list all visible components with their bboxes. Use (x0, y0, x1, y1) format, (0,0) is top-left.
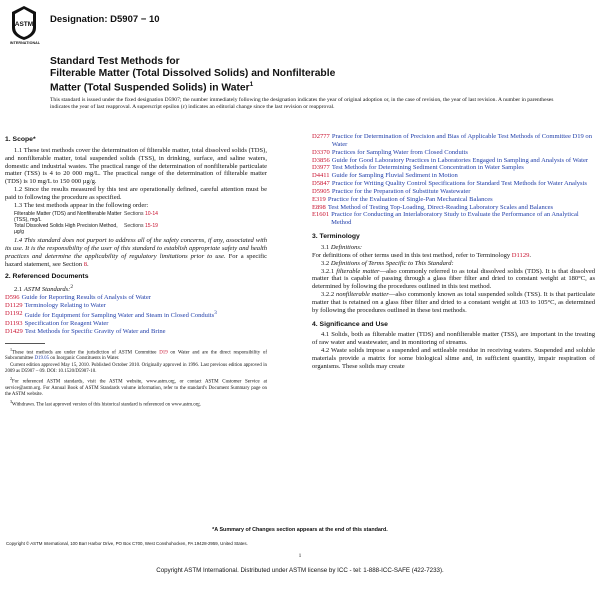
para-1-1: 1.1 These test methods cover the determination of filterable matter, total dissolved solids (TDS), and nonfilterable matter, total suspended solids (TSS), in drinking, surface, and saline waters, domestic and industrial wastes. The practical range of the determination of nonfilterable particulate matter (TSS) is 4 to 20 000 mg/L. The practical range of the determination of filterable matter (TDS) is 10 mg/L to 150 000 µg/g. (5, 146, 267, 186)
license-line: Copyright ASTM International. Distributed under ASTM license by ICC - tel: 1-888-ICC-SAFE (422-7233). (156, 567, 444, 574)
sections-row: Total Dissolved Solids High Precision Method, µg/g Sections 15-19 (14, 222, 158, 235)
para-2-1: 2.1 ASTM Standards:$^2$ (14, 284, 74, 294)
footnote-edition: Current edition approved May 15, 2010. Published October 2010. Originally approved in 1996. Last previous edition approved in 2009 as D5907 – 09. DOI: 10.1520/D5907-10. (5, 363, 267, 375)
reference-item[interactable]: D4411 Guide for Sampling Fluvial Sediment in Motion (312, 172, 458, 180)
para-3-2-1: 3.2.1 filterable matter—also commonly referred to as total dissolved solids (TDS). It is that dissolved matter that is capable of passing through a glass fiber filter and dried to constant weight at 180°C, as determined by following the procedures outlined in this test method. (312, 267, 595, 291)
section-8-link[interactable]: 8 (83, 260, 87, 268)
designation: Designation: D5907 − 10 (50, 14, 160, 25)
reference-item[interactable]: D5905 Practice for the Preparation of Substitute Wastewater (312, 187, 471, 195)
reference-list-right (312, 133, 595, 227)
reference-item[interactable]: D1193 Specification for Reagent Water (5, 319, 109, 327)
issued-note: This standard is issued under the fixed designation D5907; the number immediately following the designation indicates the year of original adoption or, in the case of revision, the year of last revision. A number in parentheses indicates the year of last reapproval. A superscript epsilon (ε) indicates an editorial change since the last revision or reapproval. (50, 97, 554, 110)
d1129-link[interactable]: D1129 (511, 251, 530, 259)
para-4-2: 4.2 Waste solids impose a suspended and settleable residue in receiving waters. Suspended and soluble materials provide a matrix for some biological slime and, in sufficient quantity, impair respiration of organisms. These solids may create (312, 347, 595, 370)
reference-item[interactable]: D1192 Guide for Equipment for Sampling Water and Steam in Closed Conduits$^3$ (5, 309, 217, 320)
footnote-1: $^1$These test methods are under the jurisdiction of ASTM Committee D19 on Water and are the direct responsibility of Subcommittee D19.05 on Inorganic Constituents in Water. (5, 346, 267, 362)
sections-table (14, 211, 267, 235)
footnote-divider (5, 343, 45, 344)
reference-list-left (5, 294, 267, 335)
para-3-2-2: 3.2.2 nonfilterable matter—also commonly known as total suspended solids (TSS). It is that particulate matter that is retained on a glass fiber filter and dried to a constant weight at 103 to 105°C, as determined by following the procedures outlined in these test methods. (312, 291, 595, 314)
reference-item[interactable]: D596 Guide for Reporting Results of Analysis of Water (5, 294, 151, 302)
scope-heading: 1. Scope* (5, 136, 36, 143)
sections-link[interactable]: 15-19 (144, 222, 158, 229)
title-line-2: Filterable Matter (Total Dissolved Solids) and Nonfilterable (50, 67, 336, 79)
para-3-1: 3.1 Definitions: (321, 243, 363, 251)
para-1-4: 1.4 This standard does not purport to address all of the safety concerns, if any, associated with its use. It is the responsibility of the user of this standard to establish appropriate safety and health practices and determine the applicability of regulatory limitations prior to use. For a specific hazard statement, see Section 8. (5, 236, 267, 268)
summary-of-changes-note: *A Summary of Changes section appears at the end of this standard. (212, 527, 388, 533)
para-4-1: 4.1 Solids, both as filterable matter (TDS) and nonfilterable matter (TSS), are important in the treating of raw water and wastewater, and in monitoring of streams. (312, 331, 595, 347)
para-1-2: 1.2 Since the results measured by this test are operationally defined, careful attention must be paid to following the procedure as specified. (5, 186, 267, 201)
reference-item[interactable]: D1429 Test Methods for Specific Gravity of Water and Brine (5, 327, 166, 335)
title-line-3: Matter (Total Suspended Solids) in Water$^1$ (50, 81, 254, 94)
left-column (5, 133, 267, 409)
reference-item[interactable]: D1129 Terminology Relating to Water (5, 302, 106, 310)
terminology-heading: 3. Terminology (312, 233, 360, 241)
refs-heading: 2. Referenced Documents (5, 273, 89, 281)
para-1-3: 1.3 The test methods appear in the following order: (14, 201, 149, 209)
footnotes (5, 347, 267, 409)
sections-link[interactable]: 10-14 (144, 210, 158, 217)
sections-row: Filterable Matter (TDS) and Nonfilterable Matter (TSS), mg/L Sections 10-14 (14, 210, 158, 223)
reference-item[interactable]: E319 Practice for the Evaluation of Single-Pan Mechanical Balances (312, 195, 493, 203)
astm-logo (12, 6, 36, 40)
reference-item[interactable]: D5847 Practice for Writing Quality Control Specifications for Standard Test Methods for Water Analysis (312, 180, 587, 188)
reference-item[interactable]: D2777 Practice for Determination of Precision and Bias of Applicable Test Methods of Committee D19 on Water (312, 133, 592, 148)
significance-heading: 4. Significance and Use (312, 320, 388, 328)
reference-item[interactable]: D3977 Test Methods for Determining Sediment Concentration in Water Samples (312, 164, 524, 172)
footnote-2: $^2$For referenced ASTM standards, visit the ASTM website, www.astm.org, or contact ASTM Customer Service at service@astm.org. For Annual Book of ASTM Standards volume information, refer to the standard's Document Summary page on the ASTM website. (5, 376, 267, 397)
copyright-line: Copyright © ASTM International, 100 Barr Harbor Drive, PO Box C700, West Conshohocken, PA 19428-2959, United States. (6, 541, 248, 546)
title-line-1: Standard Test Methods for (50, 56, 180, 67)
reference-item[interactable]: E898 Test Method of Testing Top-Loading, Direct-Reading Laboratory Scales and Balances (312, 203, 554, 211)
right-column (312, 133, 595, 371)
page-number: 1 (298, 553, 302, 559)
reference-item[interactable]: D3370 Practices for Sampling Water from Closed Conduits (312, 148, 468, 156)
reference-item[interactable]: E1601 Practice for Conducting an Interlaboratory Study to Evaluate the Performance of an Analytical Method (312, 211, 579, 227)
para-3-2: 3.2 Definitions of Terms Specific to This Standard: (321, 259, 454, 267)
svg-text:ASTM: ASTM (14, 21, 34, 28)
document-title (50, 56, 550, 94)
footnote-3: $^3$Withdrawn. The last approved version of this historical standard is referenced on www.astm.org. (10, 398, 201, 408)
para-3-1-text: For definitions of other terms used in this test method, refer to Terminology D1129. (312, 251, 532, 259)
logo-caption: INTERNATIONAL (9, 41, 41, 45)
reference-item[interactable]: D3856 Guide for Good Laboratory Practices in Laboratories Engaged in Sampling and Analysis of Water (312, 156, 589, 164)
